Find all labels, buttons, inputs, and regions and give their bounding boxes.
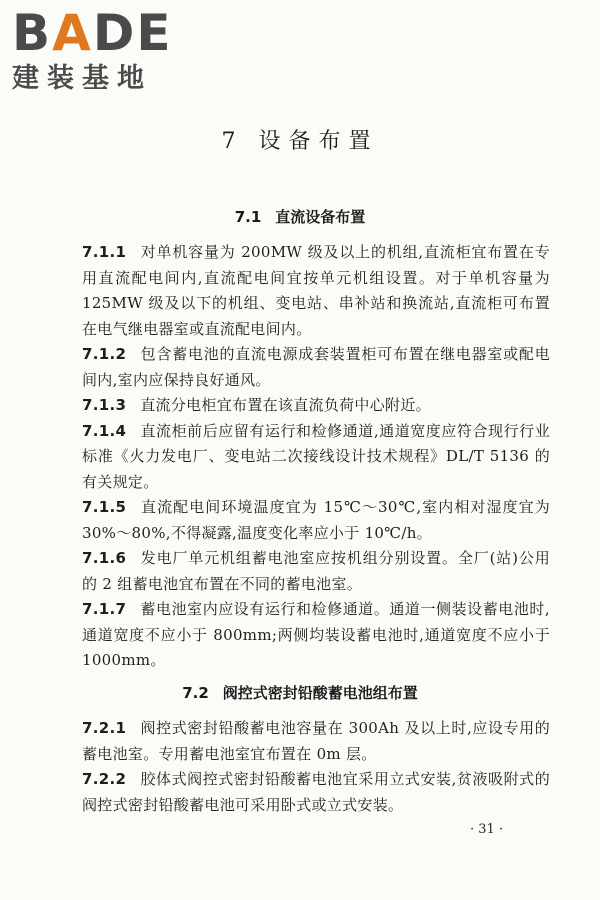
clause: 7.2.1 阀控式密封铅酸蓄电池容量在 300Ah 及以上时,应设专用的蓄电池室。专用蓄电池室宜布置在 0m 层。 [82, 719, 550, 763]
section-heading-7-2: 7.2 阀控式密封铅酸蓄电池组布置 [182, 684, 418, 702]
clause: 7.1.1 对单机容量为 200MW 级及以上的机组,直流柜宜布置在专用直流配电间内,直流配电间宜按单元机组设置。对于单机容量为 125MW 级及以下的机组、变电站、串补站和换流站,直流柜可布置在电气继电器室或直流配电间内。 [82, 243, 550, 338]
section-body-7-2 [82, 716, 550, 818]
logo-brand-text: BADE [12, 4, 173, 62]
clause: 7.1.3 直流分电柜宜布置在该直流负荷中心附近。 [82, 396, 431, 414]
clause: 7.1.2 包含蓄电池的直流电源成套装置柜可布置在继电器室或配电间内,室内应保持良好通风。 [82, 345, 550, 389]
clause: 7.1.7 蓄电池室内应设有运行和检修通道。通道一侧装设蓄电池时,通道宽度不应小于 800mm;两侧均装设蓄电池时,通道宽度不应小于 1000mm。 [82, 600, 550, 669]
chapter-title: 7 设备布置 [221, 129, 379, 154]
section-body-7-1 [82, 240, 550, 674]
clause: 7.1.5 直流配电间环境温度宜为 15℃～30℃,室内相对湿度宜为 30%～80%,不得凝露,温度变化率应小于 10℃/h。 [82, 498, 550, 542]
clause: 7.2.2 胶体式阀控式密封铅酸蓄电池宜采用立式安装,贫液吸附式的阀控式密封铅酸蓄电池可采用卧式或立式安装。 [82, 770, 550, 814]
page-number: · 31 · [470, 822, 504, 837]
section-heading-7-1: 7.1 直流设备布置 [234, 208, 366, 226]
clause: 7.1.4 直流柜前后应留有运行和检修通道,通道宽度应符合现行行业标准《火力发电厂、变电站二次接线设计技术规程》DL/T 5136 的有关规定。 [82, 421, 550, 491]
clause: 7.1.6 发电厂单元机组蓄电池室应按机组分别设置。全厂(站)公用的 2 组蓄电池宜布置在不同的蓄电池室。 [82, 549, 550, 593]
logo-subtitle: 建装基地 [12, 63, 152, 94]
brand-logo [12, 6, 182, 96]
